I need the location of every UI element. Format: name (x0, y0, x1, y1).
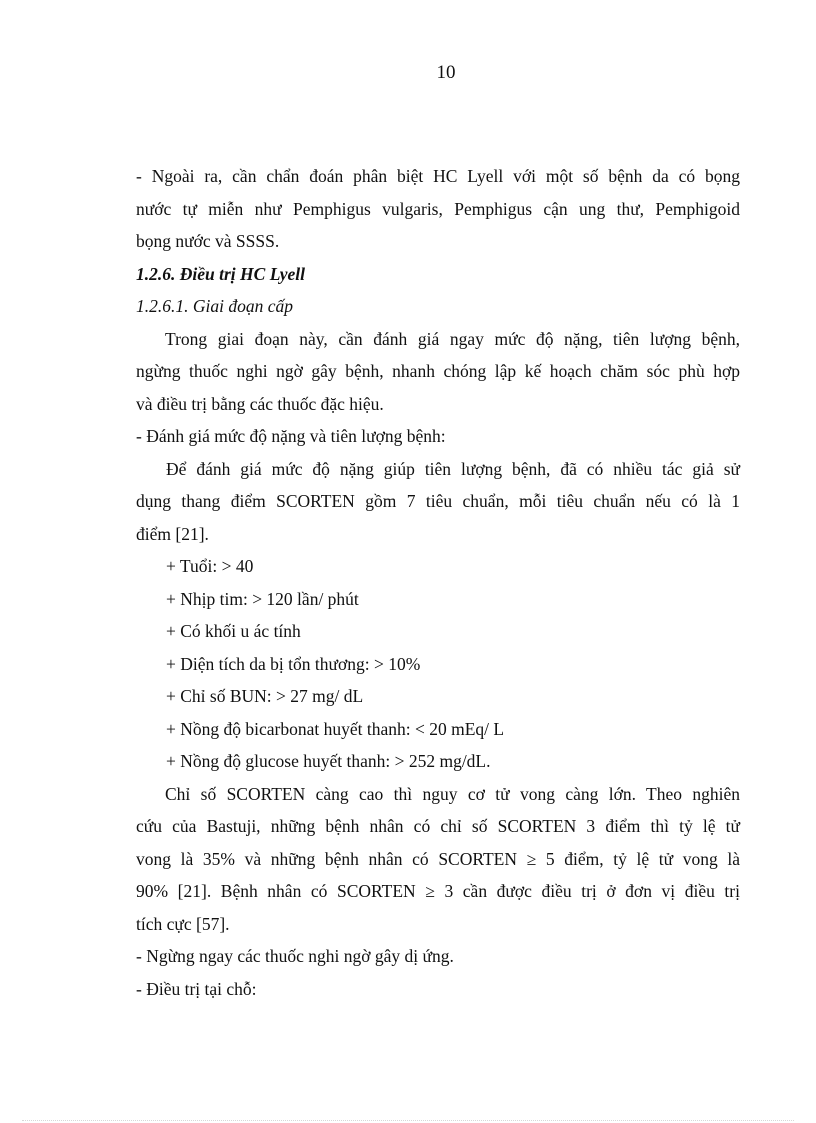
paragraph-line: - Ngoài ra, cần chẩn đoán phân biệt HC Lyell với một số bệnh da có bọng (136, 166, 740, 186)
paragraph-line: và điều trị bằng các thuốc đặc hiệu. (136, 393, 384, 414)
paragraph-line: - Điều trị tại chỗ: (136, 978, 257, 999)
document-body (136, 160, 740, 1005)
criteria-list-item: + Tuổi: > 40 (166, 556, 254, 576)
criteria-list-item: + Nồng độ glucose huyết thanh: > 252 mg/dL. (166, 751, 491, 771)
paragraph-line: Chỉ số SCORTEN càng cao thì nguy cơ tử vong càng lớn. Theo nghiên (165, 783, 740, 804)
paragraph-line: bọng nước và SSSS. (136, 231, 280, 251)
paragraph-line: Trong giai đoạn này, cần đánh giá ngay mức độ nặng, tiên lượng bệnh, (165, 328, 740, 349)
paragraph-line: - Ngừng ngay các thuốc nghi ngờ gây dị ứng. (136, 946, 454, 966)
criteria-list-item: + Nồng độ bicarbonat huyết thanh: < 20 mEq/ L (166, 718, 505, 739)
paragraph-line: vong là 35% và những bệnh nhân có SCORTEN ≥ 5 điểm, tỷ lệ tử vong là (136, 848, 740, 869)
paragraph-line: cứu của Bastuji, những bệnh nhân có chỉ số SCORTEN 3 điểm thì tỷ lệ tử (136, 816, 740, 836)
paragraph-line: Để đánh giá mức độ nặng giúp tiên lượng bệnh, đã có nhiều tác giả sử (166, 458, 740, 479)
paragraph-line: điểm [21]. (136, 523, 209, 544)
criteria-list-item: + Có khối u ác tính (166, 621, 301, 641)
section-heading: 1.2.6. Điều trị HC Lyell (136, 263, 305, 284)
paragraph-line: 90% [21]. Bệnh nhân có SCORTEN ≥ 3 cần được điều trị ở đơn vị điều trị (136, 881, 740, 901)
criteria-list-item: + Nhịp tim: > 120 lần/ phút (166, 588, 359, 609)
paragraph-line: ngừng thuốc nghi ngờ gây bệnh, nhanh chóng lập kế hoạch chăm sóc phù hợp (136, 361, 740, 381)
paragraph-line: - Đánh giá mức độ nặng và tiên lượng bệnh: (136, 426, 446, 446)
paragraph-line: dụng thang điểm SCORTEN gồm 7 tiêu chuẩn, mỗi tiêu chuẩn nếu có là 1 (136, 491, 740, 511)
page-edge-divider (22, 1120, 794, 1121)
criteria-list-item: + Chỉ số BUN: > 27 mg/ dL (166, 686, 364, 706)
page-number: 10 (436, 62, 456, 83)
criteria-list-item: + Diện tích da bị tổn thương: > 10% (166, 653, 421, 674)
subsection-heading: 1.2.6.1. Giai đoạn cấp (136, 296, 294, 316)
paragraph-line: tích cực [57]. (136, 913, 230, 934)
paragraph-line: nước tự miễn như Pemphigus vulgaris, Pemphigus cận ung thư, Pemphigoid (136, 198, 740, 219)
